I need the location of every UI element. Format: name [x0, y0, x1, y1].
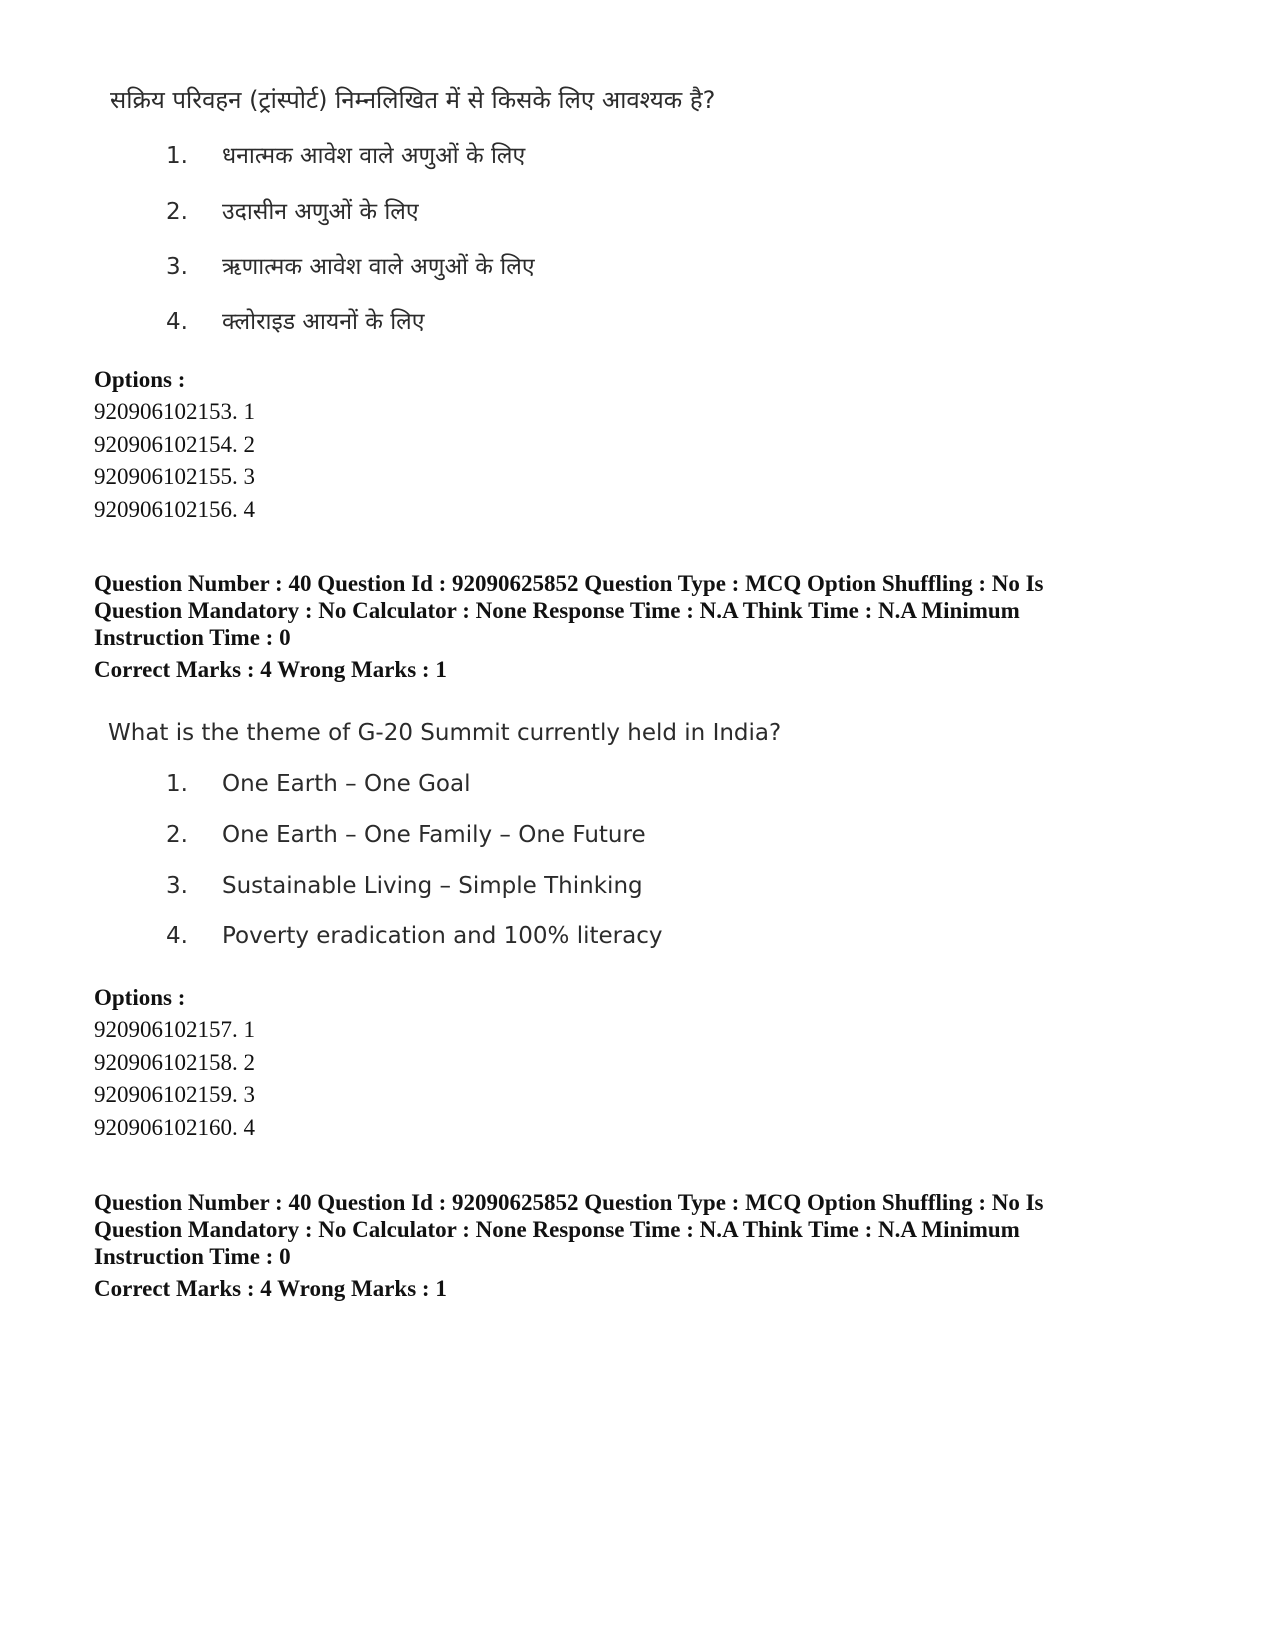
question-meta-line: Question Number : 40 Question Id : 92090625852 Question Type : MCQ Option Shuffling : No Is — [94, 1190, 1044, 1215]
option-row: 920906102156. 4 — [94, 497, 255, 522]
choice-number: 3. — [166, 254, 188, 280]
question-meta-block — [94, 1189, 1094, 1270]
marks-line: Correct Marks : 4 Wrong Marks : 1 — [94, 1276, 447, 1301]
question-meta-block — [94, 570, 1094, 651]
options-label: Options : — [94, 985, 186, 1010]
choice-text: धनात्मक आवेश वाले अणुओं के लिए — [222, 143, 526, 169]
question-meta-line: Instruction Time : 0 — [94, 1244, 291, 1269]
option-row: 920906102160. 4 — [94, 1115, 255, 1140]
question-meta-line: Instruction Time : 0 — [94, 625, 291, 650]
question-meta-line: Question Number : 40 Question Id : 92090625852 Question Type : MCQ Option Shuffling : No Is — [94, 571, 1044, 596]
choice-text: क्लोराइड आयनों के लिए — [222, 309, 425, 335]
options-label: Options : — [94, 367, 186, 392]
choice-number: 4. — [166, 309, 188, 335]
question-a-stem: सक्रिय परिवहन (ट्रांस्पोर्ट) निम्नलिखित में से किसके लिए आवश्यक है? — [110, 86, 716, 114]
choice-text: One Earth – One Goal — [222, 771, 471, 797]
choice-number: 2. — [166, 822, 188, 848]
choice-number: 1. — [166, 143, 188, 169]
option-row: 920906102154. 2 — [94, 432, 255, 457]
question-meta-line: Question Mandatory : No Calculator : None Response Time : N.A Think Time : N.A Minimum — [94, 1217, 1020, 1242]
question-meta-line: Question Mandatory : No Calculator : None Response Time : N.A Think Time : N.A Minimum — [94, 598, 1020, 623]
choice-text: Poverty eradication and 100% literacy — [222, 923, 663, 949]
marks-line: Correct Marks : 4 Wrong Marks : 1 — [94, 657, 447, 682]
option-row: 920906102153. 1 — [94, 399, 255, 424]
option-row: 920906102155. 3 — [94, 464, 255, 489]
choice-text: उदासीन अणुओं के लिए — [222, 199, 419, 225]
question-a-image — [0, 0, 1275, 350]
choice-number: 1. — [166, 771, 188, 797]
choice-text: ऋणात्मक आवेश वाले अणुओं के लिए — [222, 254, 535, 280]
choice-number: 2. — [166, 199, 188, 225]
choice-number: 4. — [166, 923, 188, 949]
question-b-stem: What is the theme of G-20 Summit currently held in India? — [108, 720, 782, 746]
option-row: 920906102158. 2 — [94, 1050, 255, 1075]
choice-text: One Earth – One Family – One Future — [222, 822, 646, 848]
question-b-image — [0, 700, 1275, 970]
choice-number: 3. — [166, 873, 188, 899]
option-row: 920906102159. 3 — [94, 1082, 255, 1107]
choice-text: Sustainable Living – Simple Thinking — [222, 873, 643, 899]
option-row: 920906102157. 1 — [94, 1017, 255, 1042]
